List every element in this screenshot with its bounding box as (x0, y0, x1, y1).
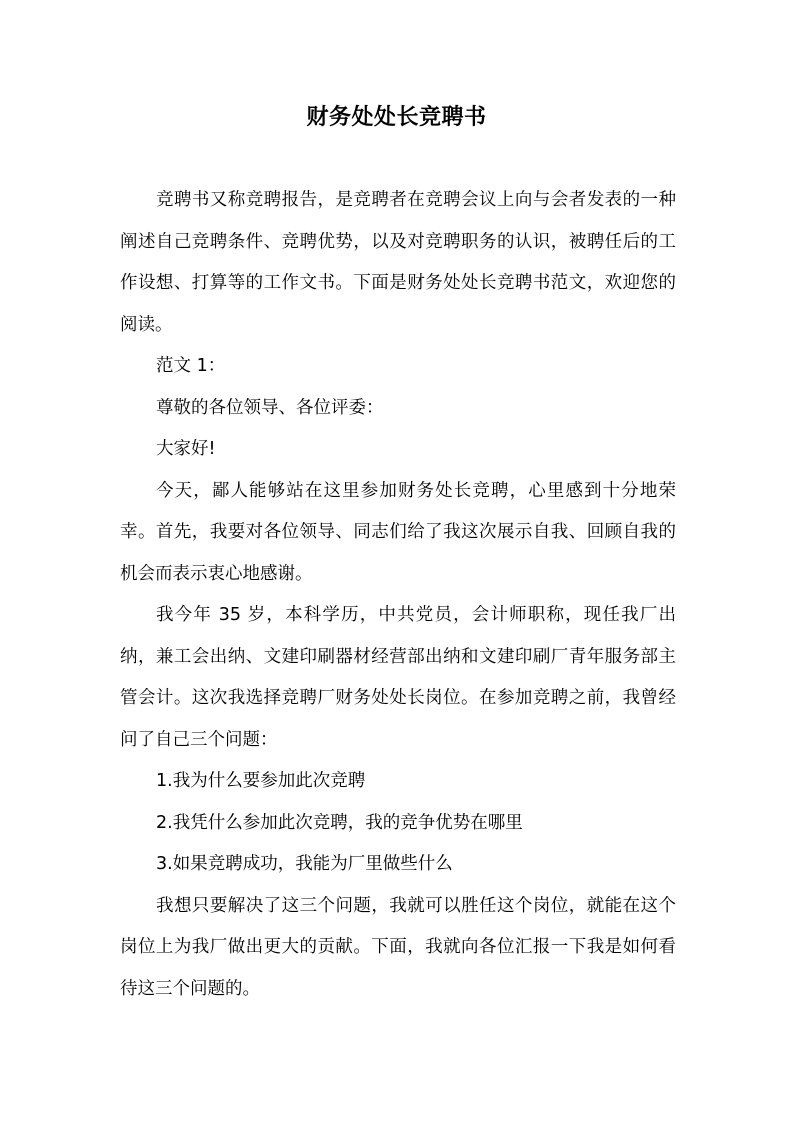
paragraph-sample-label: 范文 1： (156, 356, 226, 376)
paragraph-question-3: 3.如果竞聘成功，我能为厂里做些什么 (156, 854, 453, 874)
paragraph-salutation: 尊敬的各位领导、各位评委： (156, 397, 384, 418)
document-title: 财务处处长竞聘书 (306, 105, 487, 130)
document-body (120, 180, 676, 1010)
paragraph-conclusion: 我想只要解决了这三个问题，我就可以胜任这个岗位，就能在这个岗位上为我厂做出更大的贡献。下面，我就向各位汇报一下我是如何看待这三个问题的。 (120, 895, 676, 999)
paragraph-question-2: 2.我凭什么参加此次竞聘，我的竞争优势在哪里 (156, 812, 523, 833)
paragraph-opening: 今天，鄙人能够站在这里参加财务处长竞聘，心里感到十分地荣幸。首先，我要对各位领导、同志们给了我这次展示自我、回顾自我的机会而表示衷心地感谢。 (120, 480, 676, 584)
paragraph-greeting: 大家好! (156, 439, 216, 459)
paragraph-background: 我今年 35 岁，本科学历，中共党员，会计师职称，现任我厂出纳，兼工会出纳、文建印刷器材经营部出纳和文建印刷厂青年服务部主管会计。这次我选择竞聘厂财务处处长岗位。在参加竞聘之前，我曾经问了自己三个问题： (120, 605, 676, 750)
paragraph-intro: 竞聘书又称竞聘报告，是竞聘者在竞聘会议上向与会者发表的一种阐述自己竞聘条件、竞聘优势，以及对竞聘职务的认识，被聘任后的工作设想、打算等的工作文书。下面是财务处处长竞聘书范文，欢迎您的阅读。 (120, 190, 676, 335)
paragraph-question-1: 1.我为什么要参加此次竞聘 (156, 771, 366, 791)
